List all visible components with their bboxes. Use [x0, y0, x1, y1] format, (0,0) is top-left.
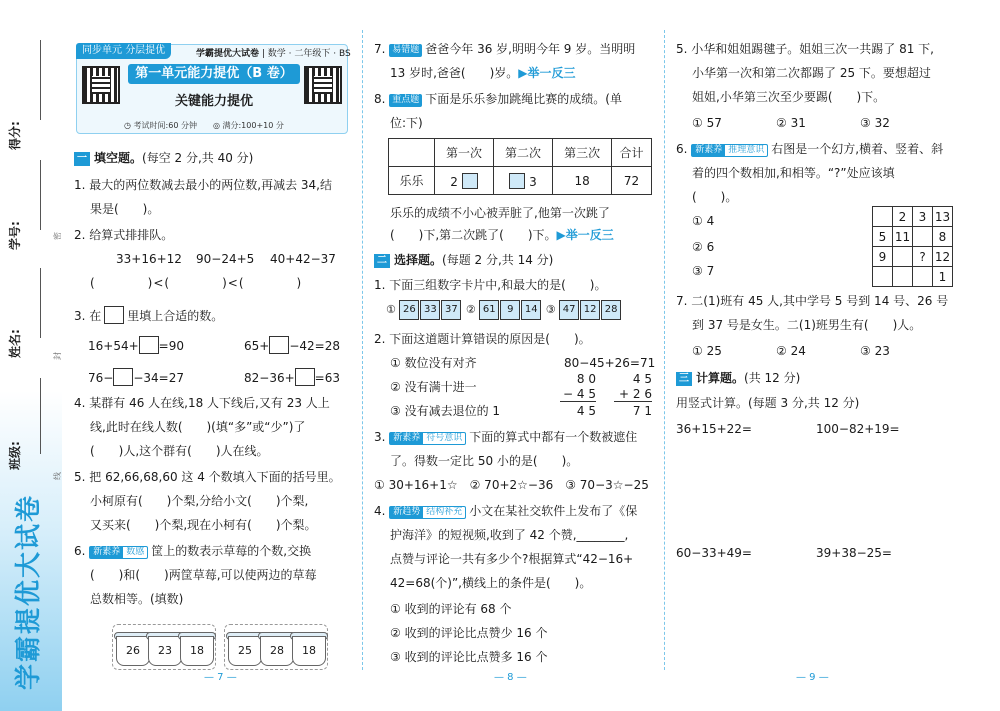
c4-tag	[389, 506, 466, 519]
c7-option-3[interactable]: ③ 23	[860, 344, 890, 358]
q8-line-4	[390, 228, 614, 242]
magic-square-cell	[913, 227, 933, 247]
c4-option-2[interactable]: ② 收到的评论比点赞少 16 个	[390, 626, 548, 640]
q3-eq-4-b: =63	[314, 371, 340, 385]
answer-box[interactable]	[295, 368, 315, 386]
calc-expr-3[interactable]: 60−33+49=	[676, 546, 752, 560]
number-card: 9	[500, 300, 520, 320]
q2-expr-1: 33+16+12	[116, 252, 182, 266]
answer-box	[104, 306, 124, 324]
answer-box[interactable]	[113, 368, 133, 386]
q3-eq-2-a: 65+	[244, 339, 270, 353]
c6-tag-a: 新素养	[692, 145, 725, 156]
c7-line-1: 7. 二(1)班有 45 人,其中学号 5 号到 14 号、26 号	[676, 294, 949, 308]
magic-square-cell	[893, 247, 913, 267]
table-header: 合计	[612, 139, 652, 167]
q3-eq-1-a: 16+54+	[88, 339, 139, 353]
c2-option-1[interactable]: ① 数位没有对齐	[390, 356, 477, 370]
q6-tag-a: 新素养	[90, 547, 123, 558]
section-1-heading	[74, 150, 253, 166]
unit-subtitle: 关键能力提优	[174, 94, 253, 109]
magic-square-cell: 1	[933, 267, 953, 287]
q3-line	[74, 306, 223, 324]
c2-equation: 80−45+26=71	[564, 356, 656, 370]
answer-box[interactable]	[269, 336, 289, 354]
q6-line-2: ( )和( )两筐草莓,可以使两边的草莓	[90, 568, 317, 582]
smudge-box	[509, 173, 525, 189]
basket-count: 28	[270, 644, 284, 657]
c4-tag-a: 新趋势	[390, 507, 423, 518]
basket-count: 18	[190, 644, 204, 657]
option-1-mark[interactable]: ①	[386, 303, 396, 316]
table-cell: 18	[553, 167, 612, 195]
c4-option-1[interactable]: ① 收到的评论有 68 个	[390, 602, 512, 616]
q3-eq-3-b: −34=27	[133, 371, 184, 385]
number-card: 47	[559, 300, 579, 320]
q3-eq-2	[244, 336, 340, 354]
q5-line-3: 又买来( )个梨,现在小柯有( )个梨。	[90, 518, 317, 532]
c2-line-1: 2. 下面这道题计算错误的原因是( )。	[374, 332, 591, 346]
q2-line-1: 2. 给算式排排队。	[74, 228, 174, 242]
name-line	[40, 268, 41, 338]
c2-col-b-1: 4 5	[632, 372, 652, 386]
q6-tag-b: 数感	[126, 547, 145, 557]
page-number-right: — 9 —	[796, 672, 829, 683]
magic-square-cell: 12	[933, 247, 953, 267]
seal-mark-mi: 密	[53, 232, 62, 240]
table-header-empty	[389, 139, 435, 167]
c5-option-3[interactable]: ③ 32	[860, 116, 890, 130]
exam-meta: ◷ 考试时间:60 分钟 ◎ 满分:100+10 分	[124, 121, 284, 130]
c4-tag-b: 结构补充	[426, 507, 463, 517]
c4-line-4: 42=68(个)”,横线上的条件是( )。	[390, 576, 592, 590]
c3-text: 下面的算式中都有一个数被遮住	[469, 430, 638, 444]
c3-tag	[389, 432, 466, 445]
score-label: 得分:	[8, 121, 22, 150]
basket-count: 18	[302, 644, 316, 657]
table-cell-smudged	[494, 167, 553, 195]
q3-eq-4-a: 82−36+	[244, 371, 295, 385]
magic-square-cell	[873, 267, 893, 287]
q8-text-4: ( )下,第二次跳了( )下。	[390, 228, 557, 242]
magic-square-cell: 8	[933, 227, 953, 247]
c6-line-1: 6. 新素养 推理意识 右图是一个幻方,横着、竖着、斜	[676, 142, 944, 156]
q3-eq-3	[88, 368, 184, 386]
q6-line-1: 6. 新素养 数感 筐上的数表示草莓的个数,交换	[74, 544, 312, 558]
c4-option-3[interactable]: ③ 收到的评论比点赞多 16 个	[390, 650, 548, 664]
c3-tag-b: 符号意识	[426, 433, 463, 443]
c2-col-a-1: 8 0	[576, 372, 596, 386]
section-1-note: (每空 2 分,共 40 分)	[142, 151, 254, 165]
answer-box[interactable]	[139, 336, 159, 354]
table-cell-value: 2	[450, 174, 458, 189]
class-label: 班级:	[8, 441, 22, 470]
section-1-number: 一	[74, 152, 90, 166]
q3-eq-3-a: 76−	[88, 371, 114, 385]
q8-tag: 重点题	[389, 94, 422, 107]
q5-line-1: 5. 把 62,66,68,60 这 4 个数填入下面的括号里。	[74, 470, 341, 484]
c3-line-1: 3. 新素养 符号意识 下面的算式中都有一个数被遮住	[374, 430, 638, 444]
binding-strip	[0, 0, 62, 711]
jump-rope-table	[388, 138, 652, 195]
c6-option-3[interactable]: ③ 7	[692, 264, 715, 278]
section-3-note: (共 12 分)	[744, 371, 801, 385]
number-card: 33	[420, 300, 440, 320]
q3-eq-4	[244, 368, 340, 386]
section-2-heading	[374, 252, 553, 268]
c3-tag-a: 新素养	[390, 433, 423, 444]
magic-square-cell	[913, 267, 933, 287]
c5-line-1: 5. 小华和姐姐踢毽子。姐姐三次一共踢了 81 下,	[676, 42, 934, 56]
unit-tag-2: 分层提优	[125, 45, 166, 56]
q8-line-1: 8. 重点题 下面是乐乐参加跳绳比赛的成绩。(单	[374, 92, 622, 106]
q3-eq-1-b: =90	[158, 339, 184, 353]
table-header: 第二次	[494, 139, 553, 167]
number-card: 28	[601, 300, 621, 320]
table-row-name: 乐乐	[389, 167, 435, 195]
basket-icon	[178, 628, 216, 666]
q5-line-2: 小柯原有( )个梨,分给小文( )个梨,	[90, 494, 309, 508]
page-number-middle: — 8 —	[494, 672, 527, 683]
magic-square-cell	[873, 207, 893, 227]
magic-square-cell: 13	[933, 207, 953, 227]
c1-line-1: 1. 下面三组数字卡片中,和最大的是( )。	[374, 278, 607, 292]
c6-option-2[interactable]: ② 6	[692, 240, 715, 254]
basket-count: 25	[238, 644, 252, 657]
c4-line-1: 4. 新趋势 结构补充 小文在某社交软件上发布了《保	[374, 504, 638, 518]
c2-col-b-3: 7 1	[632, 404, 652, 418]
c3-options[interactable]: ① 30+16+1☆ ② 70+2☆−36 ③ 70−3☆−25	[374, 478, 649, 492]
calc-expr-1[interactable]: 36+15+22=	[676, 422, 752, 436]
table-header: 第三次	[553, 139, 612, 167]
brand-logo-text: 学霸提优大试卷	[14, 493, 44, 690]
q2-expr-2: 90−24+5	[196, 252, 255, 266]
magic-square-cell: 9	[873, 247, 893, 267]
c2-option-2[interactable]: ② 没有满十进一	[390, 380, 477, 394]
magic-square-cell: 2	[893, 207, 913, 227]
series-info: 学霸提优大试卷 | 数学 · 二年级下 · BS	[196, 49, 351, 59]
section-1-title: 填空题。	[94, 151, 143, 165]
magic-square-cell: ?	[913, 247, 933, 267]
table-cell-smudged	[435, 167, 494, 195]
c6-line-3: ( )。	[692, 190, 738, 204]
q1-line-2: 果是( )。	[90, 202, 160, 216]
qr-code-left	[82, 66, 120, 104]
calc-instruction: 用竖式计算。(每题 3 分,共 12 分)	[676, 396, 860, 410]
q8-line-3: 乐乐的成绩不小心被弄脏了,他第一次跳了	[390, 206, 610, 220]
table-cell: 72	[612, 167, 652, 195]
q4-line-1: 4. 某群有 46 人在线,18 人下线后,又有 23 人上	[74, 396, 330, 410]
unit-tag-1: 同步单元	[82, 45, 122, 56]
q4-line-2: 线,此时在线人数( )(填“多”或“少”)了	[90, 420, 306, 434]
q3-text-b: 里填上合适的数。	[127, 309, 224, 323]
name-label: 姓名:	[8, 329, 22, 358]
option-3-mark[interactable]: ③	[545, 303, 556, 316]
section-3-number: 三	[676, 372, 692, 386]
number-card: 12	[580, 300, 600, 320]
number-card: 61	[479, 300, 499, 320]
table-cell-value: 3	[529, 174, 537, 189]
q4-line-3: ( )人,这个群有( )人在线。	[90, 444, 269, 458]
q7-line-2	[390, 66, 576, 80]
q7-text: 爸爸今年 36 岁,明明今年 9 岁。当明明	[425, 42, 636, 56]
column-divider	[362, 30, 363, 670]
unit-title: 第一单元能力提优（B 卷）	[128, 64, 300, 84]
student-id-line	[40, 160, 41, 230]
c5-line-3: 姐姐,小华第三次至少要踢( )下。	[692, 90, 886, 104]
option-2-mark[interactable]: ②	[465, 303, 476, 316]
q2-order-blanks[interactable]: ( )<( )<( )	[90, 276, 303, 290]
qr-code-right	[304, 66, 342, 104]
exam-time: 考试时间:60 分钟	[133, 121, 197, 130]
q8-text: 下面是乐乐参加跳绳比赛的成绩。(单	[425, 92, 622, 106]
number-card: 37	[441, 300, 461, 320]
basket-icon	[290, 628, 328, 666]
c4-line-3: 点赞与评论一共有多少个?根据算式“42−16+	[390, 552, 634, 566]
student-id-label: 学号:	[8, 221, 22, 250]
table-header: 第一次	[435, 139, 494, 167]
q7-text-2: 13 岁时,爸爸( )岁。	[390, 66, 519, 80]
c2-col-a-2: − 4 5	[560, 387, 596, 402]
c4-line-2: 护海洋》的短视频,收到了 42 个赞,________,	[390, 528, 629, 542]
q3-text-a: 3. 在	[74, 309, 102, 323]
c2-col-b-2: + 2 6	[614, 387, 652, 402]
q2-expr-3: 40+42−37	[270, 252, 336, 266]
c2-col-a-3: 4 5	[576, 404, 596, 418]
basket-count: 23	[158, 644, 172, 657]
calc-expr-4[interactable]: 39+38−25=	[816, 546, 892, 560]
c6-option-1[interactable]: ① 4	[692, 214, 715, 228]
q6-tag	[89, 546, 148, 559]
q7-related-link[interactable]: ▶举一反三	[518, 66, 576, 80]
smudge-box	[462, 173, 478, 189]
magic-square-cell: 11	[893, 227, 913, 247]
c4-text: 小文在某社交软件上发布了《保	[469, 504, 638, 518]
c7-option-1[interactable]: ① 25	[692, 344, 722, 358]
c5-option-2[interactable]: ② 31	[776, 116, 806, 130]
q7-line-1: 7. 易错题 爸爸今年 36 岁,明明今年 9 岁。当明明	[374, 42, 636, 56]
c6-text: 右图是一个幻方,横着、竖着、斜	[771, 142, 944, 156]
number-card-groups	[386, 300, 622, 320]
magic-square-cell: 5	[873, 227, 893, 247]
q8-line-2: 位:下)	[390, 116, 423, 130]
section-3-title: 计算题。	[696, 371, 745, 385]
series-meta: 数学 · 二年级下 · BS	[267, 49, 351, 59]
c6-line-2: 着的四个数相加,和相等。“?”处应该填	[692, 166, 895, 180]
section-2-number: 二	[374, 254, 390, 268]
page-number-left: — 7 —	[204, 672, 237, 683]
q3-eq-1	[88, 336, 184, 354]
basket-count: 26	[126, 644, 140, 657]
number-card: 26	[399, 300, 419, 320]
q6-line-3: 总数相等。(填数)	[90, 592, 184, 606]
calc-expr-2[interactable]: 100−82+19=	[816, 422, 900, 436]
q8-related-link[interactable]: ▶举一反三	[556, 228, 614, 242]
section-2-title: 选择题。	[394, 253, 443, 267]
q1-line-1: 1. 最大的两位数减去最小的两位数,再减去 34,结	[74, 178, 332, 192]
number-card: 14	[521, 300, 541, 320]
seal-mark-xian: 线	[53, 472, 62, 480]
section-3-heading	[676, 370, 800, 386]
score-line	[40, 40, 41, 120]
c3-line-2: 了。得数一定比 50 小的是( )。	[390, 454, 579, 468]
c5-option-1[interactable]: ① 57	[692, 116, 722, 130]
section-2-note: (每题 2 分,共 14 分)	[442, 253, 554, 267]
exam-full-score: 满分:100+10 分	[222, 121, 284, 130]
c7-option-2[interactable]: ② 24	[776, 344, 806, 358]
column-divider	[664, 30, 665, 670]
c6-tag-b: 推理意识	[728, 145, 765, 155]
class-line	[40, 378, 41, 454]
magic-square-grid	[872, 206, 953, 287]
q6-text: 筐上的数表示草莓的个数,交换	[151, 544, 312, 558]
unit-tag	[76, 43, 171, 59]
q3-eq-2-b: −42=28	[289, 339, 340, 353]
q7-tag: 易错题	[389, 44, 422, 57]
magic-square-cell	[893, 267, 913, 287]
c5-line-2: 小华第一次和第二次都踢了 25 下。要想超过	[692, 66, 931, 80]
c2-option-3[interactable]: ③ 没有减去退位的 1	[390, 404, 501, 418]
magic-square-cell: 3	[913, 207, 933, 227]
c6-tag	[691, 144, 768, 157]
seal-mark-feng: 封	[53, 352, 62, 360]
c7-line-2: 到 37 号是女生。二(1)班男生有( )人。	[692, 318, 922, 332]
series-name: 学霸提优大试卷	[196, 49, 260, 59]
